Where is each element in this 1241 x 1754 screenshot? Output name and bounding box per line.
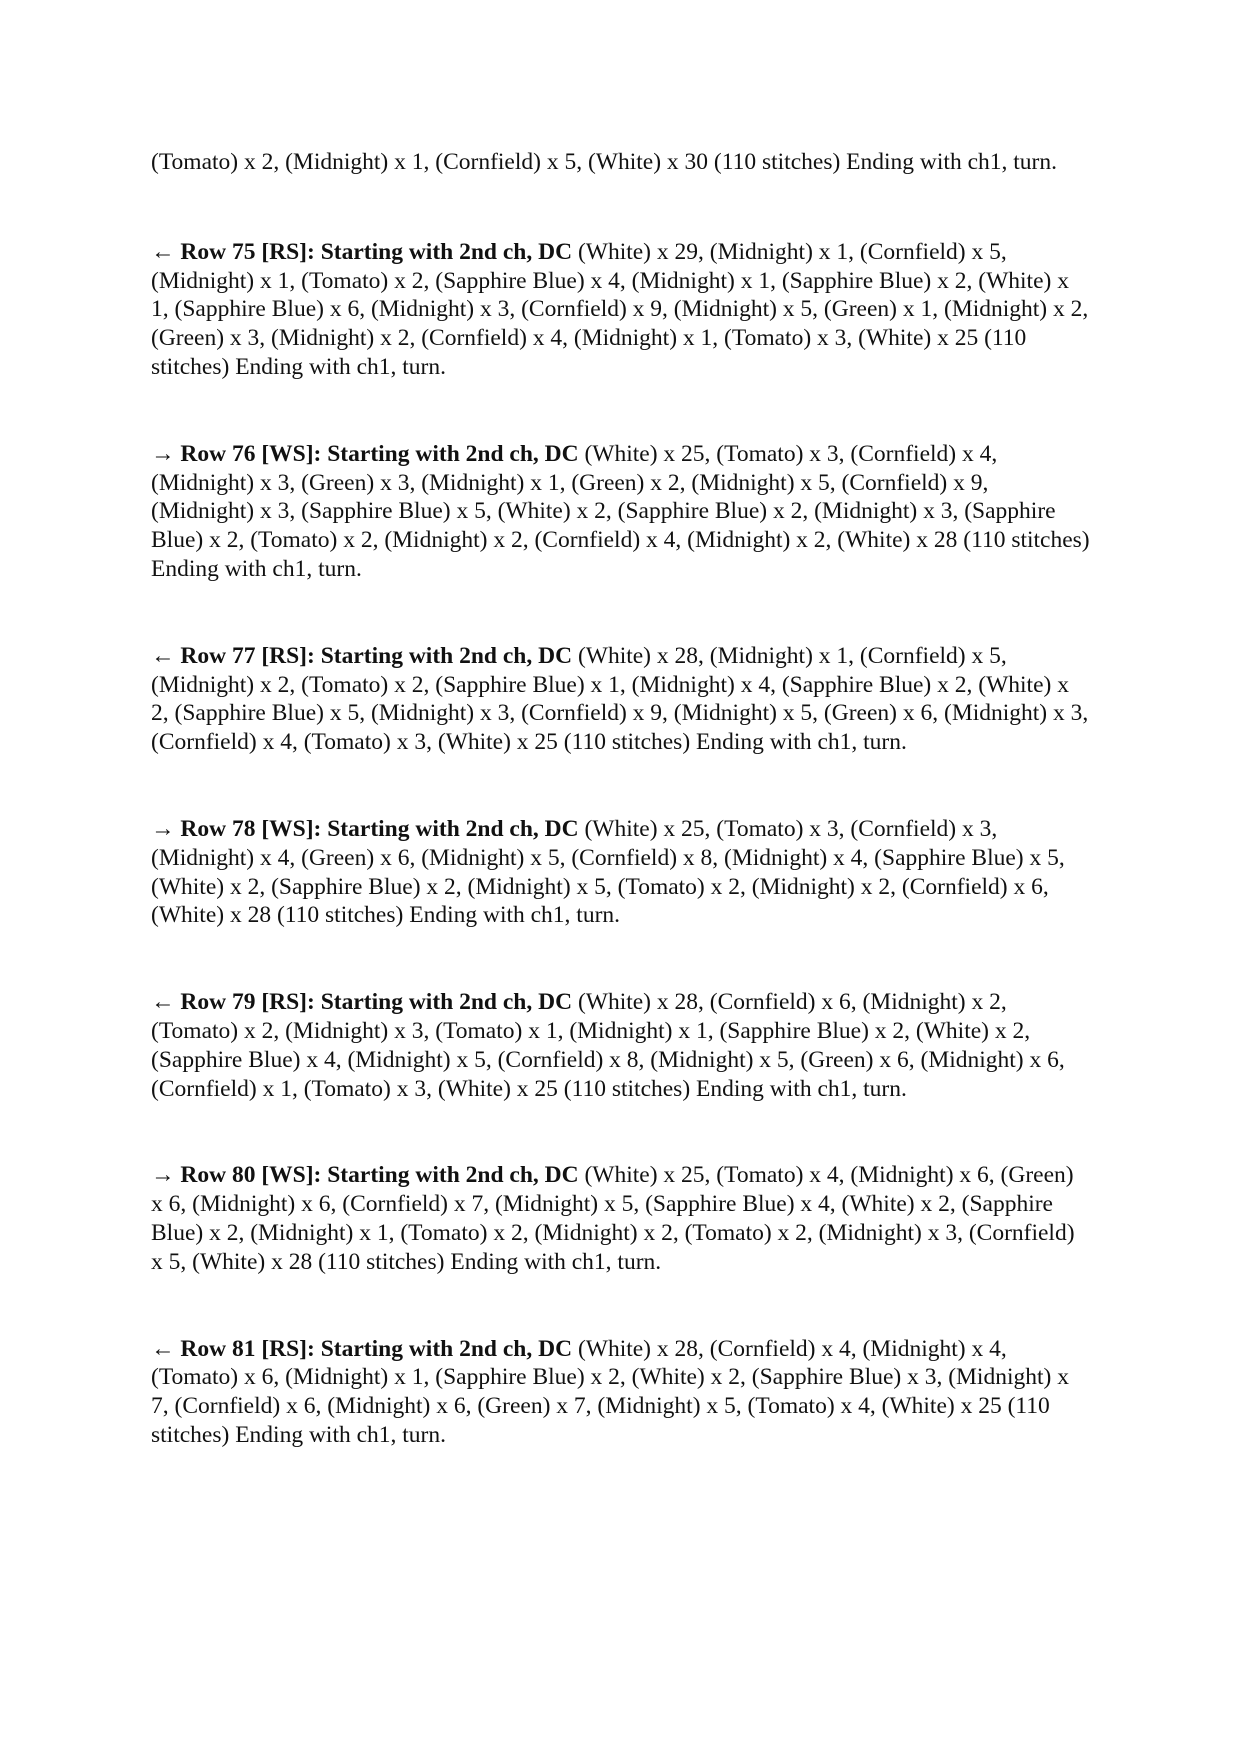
row-stitches: (White) x 28, (Cornfield) x 4, (Midnight) x 4, (Tomato) x 6, (Midnight) x 1, (Sapphire Blue) x 2, (White) x 2, (Sapphire Blue) x 3, (Midnight) x 7, (Cornfield) x 6, (Midnight) x 6, (Green) x 7, (Midnight) x 5, (Tomato) x 4, (White) x 25 (110 stitches) Ending with ch1, turn.	[151, 1335, 1069, 1448]
row-80-instruction	[151, 1161, 1091, 1276]
row-79-instruction	[151, 988, 1091, 1103]
row-heading: → Row 80 [WS]: Starting with 2nd ch, DC	[151, 1162, 579, 1189]
row-stitches: (White) x 25, (Tomato) x 3, (Cornfield) x 3, (Midnight) x 4, (Green) x 6, (Midnight) x 5, (Cornfield) x 8, (Midnight) x 4, (Sapphire Blue) x 5, (White) x 2, (Sapphire Blue) x 2, (Midnight) x 5, (Tomato) x 2, (Midnight) x 2, (Cornfield) x 6, (White) x 28 (110 stitches) Ending with ch1, turn.	[151, 815, 1065, 929]
row-75-instruction	[151, 238, 1091, 382]
document-page	[151, 148, 1091, 1508]
row-stitches: (White) x 28, (Midnight) x 1, (Cornfield) x 5, (Midnight) x 2, (Tomato) x 2, (Sapphire Blue) x 1, (Midnight) x 4, (Sapphire Blue) x 2, (White) x 2, (Sapphire Blue) x 5, (Midnight) x 3, (Cornfield) x 9, (Midnight) x 5, (Green) x 6, (Midnight) x 3, (Cornfield) x 4, (Tomato) x 3, (White) x 25 (110 stitches) Ending with ch1, turn.	[151, 642, 1089, 756]
row-heading: ← Row 75 [RS]: Starting with 2nd ch, DC	[151, 238, 573, 265]
row-stitches: (White) x 29, (Midnight) x 1, (Cornfield) x 5, (Midnight) x 1, (Tomato) x 2, (Sapphire Blue) x 4, (Midnight) x 1, (Sapphire Blue) x 2, (White) x 1, (Sapphire Blue) x 6, (Midnight) x 3, (Cornfield) x 9, (Midnight) x 5, (Green) x 1, (Midnight) x 2, (Green) x 3, (Midnight) x 2, (Cornfield) x 4, (Midnight) x 1, (Tomato) x 3, (White) x 25 (110 stitches) Ending with ch1, turn.	[151, 238, 1089, 380]
row-76-instruction	[151, 440, 1091, 584]
row-heading: → Row 78 [WS]: Starting with 2nd ch, DC	[151, 815, 579, 842]
continuation-paragraph: (Tomato) x 2, (Midnight) x 1, (Cornfield) x 5, (White) x 30 (110 stitches) Ending with ch1, turn.	[151, 149, 1057, 175]
row-heading: ← Row 81 [RS]: Starting with 2nd ch, DC	[151, 1335, 573, 1362]
row-heading: → Row 76 [WS]: Starting with 2nd ch, DC	[151, 440, 579, 467]
row-77-instruction	[151, 642, 1091, 757]
row-81-instruction	[151, 1335, 1091, 1450]
row-heading: ← Row 79 [RS]: Starting with 2nd ch, DC	[151, 989, 573, 1016]
row-stitches: (White) x 25, (Tomato) x 3, (Cornfield) x 4, (Midnight) x 3, (Green) x 3, (Midnight) x 1, (Green) x 2, (Midnight) x 5, (Cornfield) x 9, (Midnight) x 3, (Sapphire Blue) x 5, (White) x 2, (Sapphire Blue) x 2, (Midnight) x 3, (Sapphire Blue) x 2, (Tomato) x 2, (Midnight) x 2, (Cornfield) x 4, (Midnight) x 2, (White) x 28 (110 stitches) Ending with ch1, turn.	[151, 440, 1090, 582]
row-stitches: (White) x 28, (Cornfield) x 6, (Midnight) x 2, (Tomato) x 2, (Midnight) x 3, (Tomato) x 1, (Midnight) x 1, (Sapphire Blue) x 2, (White) x 2, (Sapphire Blue) x 4, (Midnight) x 5, (Cornfield) x 8, (Midnight) x 5, (Green) x 6, (Midnight) x 6, (Cornfield) x 1, (Tomato) x 3, (White) x 25 (110 stitches) Ending with ch1, turn.	[151, 989, 1065, 1102]
row-78-instruction	[151, 815, 1091, 930]
row-heading: ← Row 77 [RS]: Starting with 2nd ch, DC	[151, 642, 573, 669]
row-stitches: (White) x 25, (Tomato) x 4, (Midnight) x 6, (Green) x 6, (Midnight) x 6, (Cornfield) x 7, (Midnight) x 5, (Sapphire Blue) x 4, (White) x 2, (Sapphire Blue) x 2, (Midnight) x 1, (Tomato) x 2, (Midnight) x 2, (Tomato) x 2, (Midnight) x 3, (Cornfield) x 5, (White) x 28 (110 stitches) Ending with ch1, turn.	[151, 1162, 1075, 1275]
